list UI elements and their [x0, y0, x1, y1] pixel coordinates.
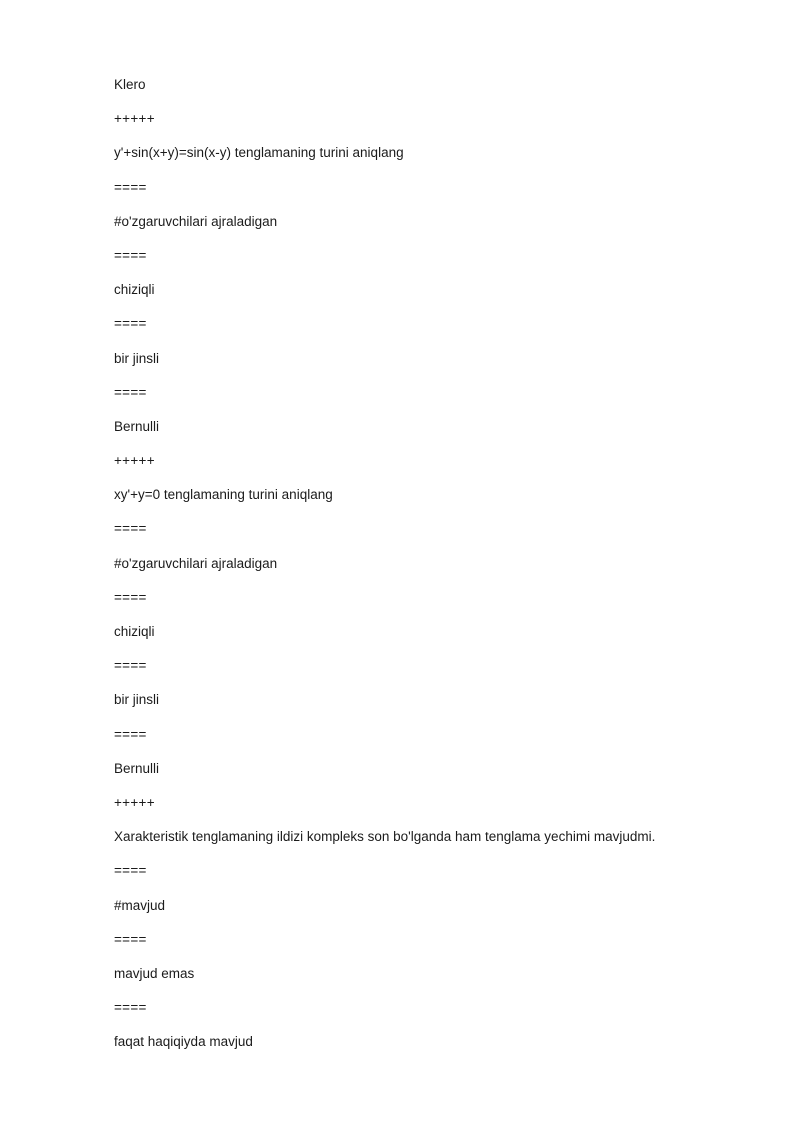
- answer-separator: ====: [114, 1000, 147, 1016]
- answer-separator: ====: [114, 521, 147, 537]
- question-text: Xarakteristik tenglamaning ildizi kompleks son bo'lganda ham tenglama yechimi mavjudmi.: [114, 829, 656, 845]
- question-text: xy'+y=0 tenglamaning turini aniqlang: [114, 487, 333, 503]
- answer-separator: ====: [114, 931, 147, 947]
- answer-option-correct: #o'zgaruvchilari ajraladigan: [114, 555, 278, 571]
- answer-option: chiziqli: [114, 624, 155, 639]
- answer-option-correct: #o'zgaruvchilari ajraladigan: [114, 213, 278, 229]
- answer-separator: ====: [114, 658, 147, 674]
- answer-option: bir jinsli: [114, 692, 160, 708]
- answer-separator: ====: [114, 316, 147, 332]
- answer-separator: ====: [114, 247, 147, 263]
- answer-option: Bernulli: [114, 760, 160, 776]
- question-separator: +++++: [114, 453, 155, 469]
- answer-separator: ====: [114, 863, 147, 879]
- document-body: [114, 76, 734, 1067]
- answer-option-correct: #mavjud: [114, 897, 166, 913]
- answer-option: mavjud emas: [114, 965, 195, 981]
- answer-separator: ====: [114, 589, 147, 605]
- answer-option: Bernulli: [114, 418, 160, 434]
- answer-separator: ====: [114, 179, 147, 195]
- answer-option: chiziqli: [114, 282, 155, 298]
- answer-separator: ====: [114, 726, 147, 742]
- question-text: y'+sin(x+y)=sin(x-y) tenglamaning turini aniqlang: [114, 145, 404, 161]
- answer-option: bir jinsli: [114, 350, 160, 366]
- document-title: Klero: [114, 77, 146, 92]
- question-separator: +++++: [114, 111, 155, 127]
- answer-option: faqat haqiqiyda mavjud: [114, 1034, 253, 1050]
- question-separator: +++++: [114, 794, 155, 810]
- answer-separator: ====: [114, 384, 147, 400]
